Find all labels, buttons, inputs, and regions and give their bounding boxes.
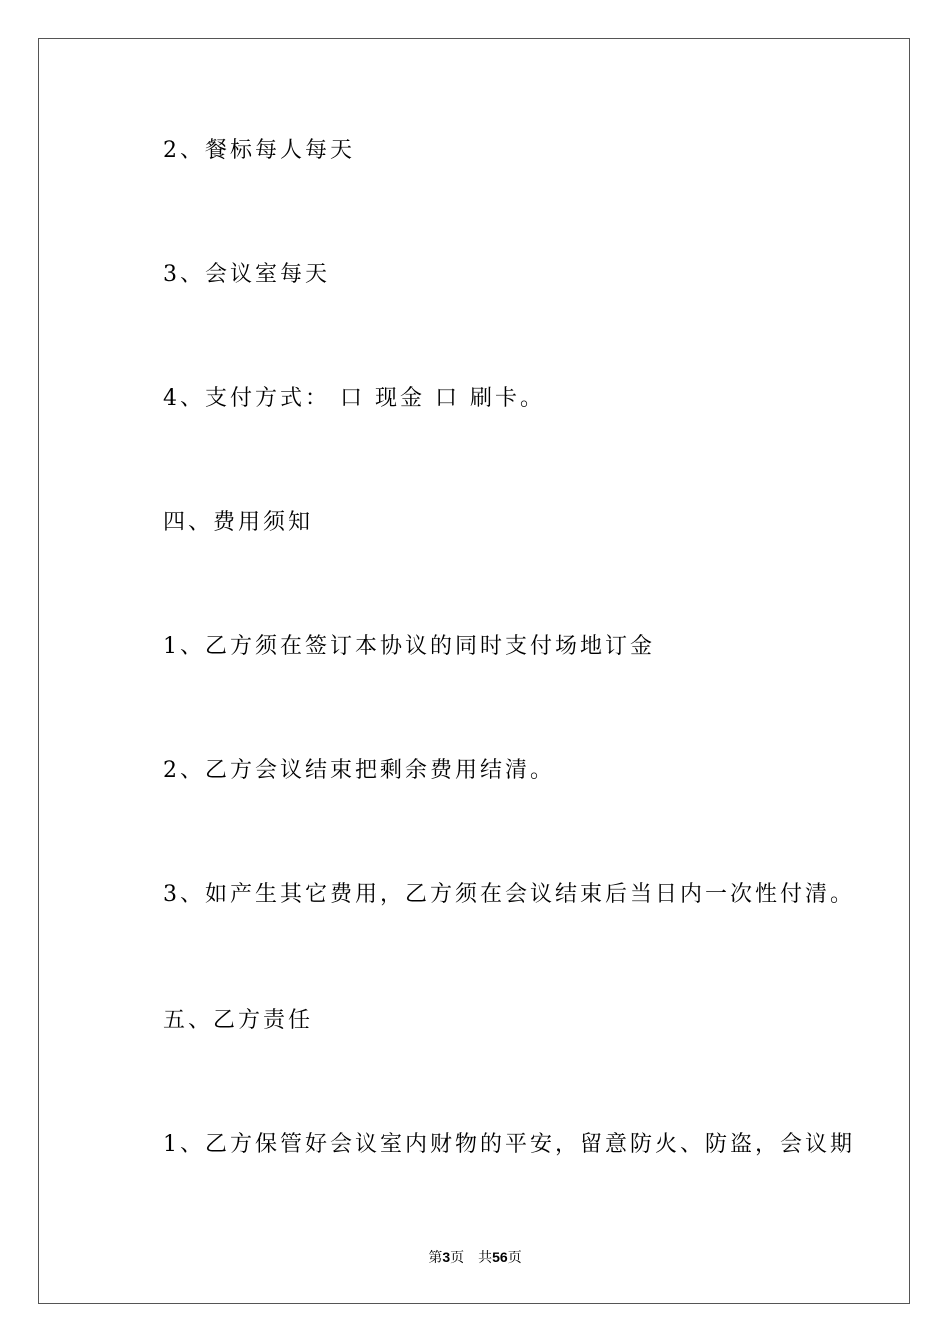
paragraph-settlement: 2、乙方会议结束把剩余费用结清。 [163, 758, 555, 783]
total-pages: 56 [492, 1249, 508, 1265]
paragraph-payment-method: 4、支付方式： 口 现金 口 刷卡。 [163, 386, 545, 411]
page-prefix: 第 [428, 1250, 443, 1266]
paragraph-deposit: 1、乙方须在签订本协议的同时支付场地订金 [163, 634, 655, 659]
section-heading-party-b: 五、乙方责任 [163, 1008, 314, 1033]
page-footer [0, 1248, 950, 1267]
paragraph-other-fees: 3、如产生其它费用，乙方须在会议结束后当日内一次性付清。 [163, 882, 855, 907]
total-prefix: 共 [478, 1250, 493, 1266]
paragraph-meal-standard: 2、餐标每人每天 [163, 138, 355, 163]
page-border [38, 38, 910, 1304]
page-suffix: 页 [450, 1250, 465, 1266]
section-heading-fees: 四、费用须知 [163, 510, 314, 535]
total-suffix: 页 [507, 1250, 522, 1266]
paragraph-property-safety: 1、乙方保管好会议室内财物的平安，留意防火、防盗，会议期 [163, 1132, 855, 1157]
paragraph-meeting-room: 3、会议室每天 [163, 262, 330, 287]
page-number: 3 [442, 1249, 451, 1265]
